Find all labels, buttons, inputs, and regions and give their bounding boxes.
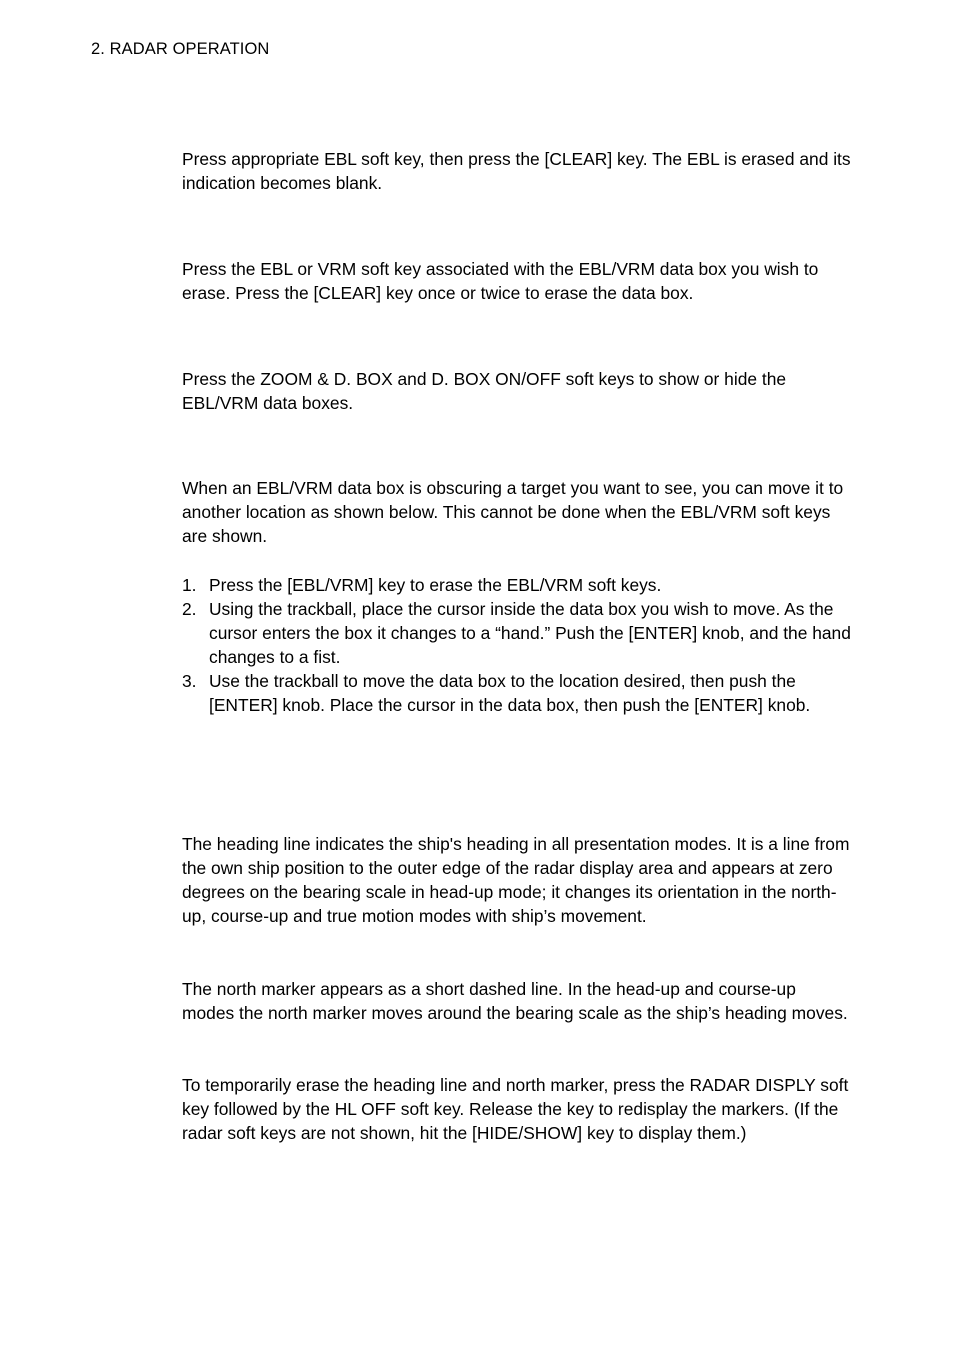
- step-number: 3.: [182, 671, 197, 691]
- erase-ebl-paragraph: Press appropriate EBL soft key, then press the [CLEAR] key. The EBL is erased and its indication becomes blank.: [182, 149, 851, 193]
- step-text: Use the trackball to move the data box to the location desired, then push the [ENTER] knob. Place the cursor in the data box, then push the [ENTER] knob.: [209, 671, 811, 715]
- step-number: 2.: [182, 599, 197, 619]
- move-box-steps-list: [182, 573, 852, 717]
- step-text: Press the [EBL/VRM] key to erase the EBL/VRM soft keys.: [209, 575, 662, 595]
- move-box-intro-paragraph: When an EBL/VRM data box is obscuring a target you want to see, you can move it to another location as shown below. This cannot be done when the EBL/VRM soft keys are shown.: [182, 478, 844, 546]
- list-item: [182, 573, 852, 597]
- erase-heading-paragraph: To temporarily erase the heading line and north marker, press the RADAR DISPLY soft key followed by the HL OFF soft key. Release the key to redisplay the markers. (If the radar soft keys are not shown, hit the [HIDE/SHOW] key to display them.): [182, 1075, 849, 1143]
- list-item: [182, 669, 852, 717]
- step-text: Using the trackball, place the cursor inside the data box you wish to move. As the cursor enters the box it changes to a “hand.” Push the [ENTER] knob, and the hand changes to a fist.: [209, 599, 851, 667]
- section-header: 2. RADAR OPERATION: [91, 40, 270, 58]
- erase-data-box-paragraph: Press the EBL or VRM soft key associated with the EBL/VRM data box you wish to erase. Press the [CLEAR] key once or twice to erase the data box.: [182, 259, 819, 303]
- list-item: [182, 597, 852, 669]
- step-number: 1.: [182, 575, 197, 595]
- heading-line-paragraph: The heading line indicates the ship's heading in all presentation modes. It is a line from the own ship position to the outer edge of the radar display area and appears at zero degrees on the bearing scale in head-up mode; it changes its orientation in the north-up, course-up and true motion modes with ship’s movement.: [182, 834, 850, 926]
- show-hide-boxes-paragraph: Press the ZOOM & D. BOX and D. BOX ON/OFF soft keys to show or hide the EBL/VRM data boxes.: [182, 369, 787, 413]
- north-marker-paragraph: The north marker appears as a short dashed line. In the head-up and course-up modes the north marker moves around the bearing scale as the ship’s heading moves.: [182, 979, 848, 1023]
